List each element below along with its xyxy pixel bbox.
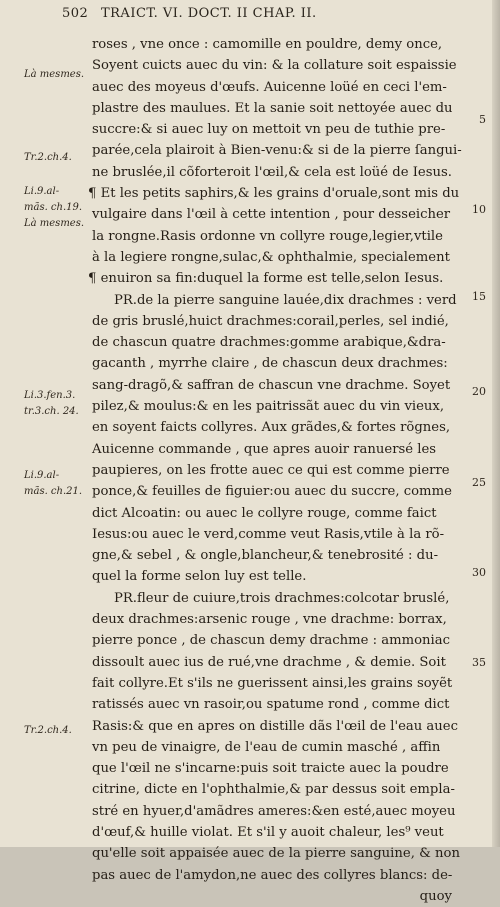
text-line: pierre ponce , de chascun demy drachme : ammoniac bbox=[92, 633, 451, 649]
text-line: à la legiere rongne,sulac,& ophthalmie, specialement bbox=[92, 249, 450, 265]
text-line: gne,& sebel , & ongle,blancheur,& tenebrosité : du- bbox=[92, 548, 439, 564]
margin-note: Là mesmes. bbox=[24, 218, 85, 229]
text-line: citrine, dicte en l'ophthalmie,& par dessus soit empla- bbox=[92, 782, 455, 798]
margin-note: Tr.2.ch.4. bbox=[24, 725, 72, 736]
text-line: qu'elle soit appaisée auec de la pierre sanguine, & non bbox=[92, 846, 460, 862]
text-line: ratissés auec vn rasoir,ou spatume rond , comme dict bbox=[92, 697, 450, 713]
margin-note: Li.3.fen.3. bbox=[24, 390, 76, 401]
text-line: pilez,& moulus:& en les paitrissãt auec du vin vieux, bbox=[92, 399, 445, 415]
text-line: dissoult auec ius de rué,vne drachme , & demie. Soit bbox=[92, 654, 446, 670]
text-line: fait collyre.Et s'ils ne guerissent ainsi,les grains soyẽt bbox=[92, 675, 453, 691]
margin-note: Li.9.al- bbox=[24, 186, 60, 197]
text-line: en soyent faicts collyres. Aux grãdes,& fortes rõgnes, bbox=[92, 420, 451, 436]
text-line: vulgaire dans l'œil à cette intention , pour desseicher bbox=[92, 207, 451, 223]
text-line: succre:& si auec luy on mettoit vn peu de tuthie pre- bbox=[92, 122, 446, 138]
text-line: dict Alcoatin: ou auec le collyre rouge, comme faict bbox=[92, 505, 437, 521]
text-line: deux drachmes:arsenic rouge , vne drachme: borrax, bbox=[92, 612, 447, 628]
text-line: la rongne.Rasis ordonne vn collyre rouge,legier,vtile bbox=[92, 228, 443, 244]
text-line: PR.de la pierre sanguine lauée,dix drachmes : verd bbox=[114, 292, 457, 308]
text-line: Iesus:ou auec le verd,comme veut Rasis,vtile à la rõ- bbox=[92, 526, 445, 542]
text-line: de chascun quatre drachmes:gomme arabique,&dra- bbox=[92, 335, 446, 351]
line-number: 10 bbox=[472, 203, 486, 216]
text-line: Soyent cuicts auec du vin: & la collature soit espaissie bbox=[92, 58, 457, 74]
margin-note: Li.9.al- bbox=[24, 470, 60, 481]
line-number: 30 bbox=[472, 566, 486, 579]
text-line: gacanth , myrrhe claire , de chascun deux drachmes: bbox=[92, 356, 448, 372]
text-line: d'œuf,& huille violat. Et s'il y auoit chaleur, les⁹ veut bbox=[92, 824, 444, 840]
text-line: plastre des maulues. Et la sanie soit nettoyée auec du bbox=[92, 100, 453, 116]
chapter-heading: TRAICT. VI. DOCT. II CHAP. II. bbox=[100, 6, 317, 21]
margin-note: Tr.2.ch.4. bbox=[24, 152, 72, 163]
text-line: que l'œil ne s'incarne:puis soit traicte auec la poudre bbox=[92, 761, 449, 777]
text-line: quel la forme selon luy est telle. bbox=[92, 569, 307, 585]
text-line: stré en hyuer,d'amãdres ameres:&en esté,auec moyeu bbox=[92, 803, 456, 819]
body-text bbox=[88, 34, 470, 907]
text-line: roses , vne once : camomille en pouldre, demy once, bbox=[92, 37, 443, 52]
margin-note: tr.3.ch. 24. bbox=[24, 406, 79, 417]
text-line: paupieres, on les frotte auec ce qui est comme pierre bbox=[92, 462, 450, 478]
margin-note: mãs. ch.21. bbox=[24, 486, 83, 497]
line-number: 15 bbox=[472, 290, 486, 303]
margin-note: mãs. ch.19. bbox=[24, 202, 83, 213]
page-number: 502 bbox=[62, 6, 89, 21]
text-line: PR.fleur de cuiure,trois drachmes:colcotar bruslé, bbox=[114, 590, 450, 606]
text-line: Rasis:& que en apres on distille dãs l'œil de l'eau auec bbox=[92, 718, 458, 734]
text-line: de gris bruslé,huict drachmes:corail,perles, sel indié, bbox=[92, 313, 449, 329]
text-line: Auicenne commande , que apres auoir ranuersé les bbox=[92, 441, 437, 457]
text-line: pas auec de l'amydon,ne auec des collyres blancs: de- bbox=[92, 867, 453, 883]
line-number: 20 bbox=[472, 385, 486, 398]
page-edge bbox=[492, 0, 500, 847]
line-number: 25 bbox=[472, 476, 486, 489]
margin-note: Là mesmes. bbox=[24, 69, 85, 80]
line-number: 35 bbox=[472, 656, 486, 669]
text-line: ¶ enuiron sa fin:duquel la forme est telle,selon Iesus. bbox=[88, 271, 444, 287]
text-line: vn peu de vinaigre, de l'eau de cumin masché , affin bbox=[92, 739, 441, 755]
catchword: quoy bbox=[419, 888, 452, 904]
text-line: parée,cela plairoit à Bien-venu:& si de la pierre ſangui- bbox=[92, 143, 462, 159]
text-line: auec des moyeus d'œufs. Auicenne loüé en ceci l'em- bbox=[92, 79, 447, 95]
text-line: ne bruslée,il cõforteroit l'œil,& cela est loüé de Iesus. bbox=[92, 164, 452, 180]
text-line: ponce,& feuilles de figuier:ou auec du succre, comme bbox=[92, 484, 452, 500]
text-line: ¶ Et les petits saphirs,& les grains d'oruale,sont mis du bbox=[88, 186, 460, 202]
running-head bbox=[62, 6, 478, 21]
line-number: 5 bbox=[479, 113, 486, 126]
text-line: sang-dragõ,& saffran de chascun vne drachme. Soyet bbox=[92, 377, 451, 393]
